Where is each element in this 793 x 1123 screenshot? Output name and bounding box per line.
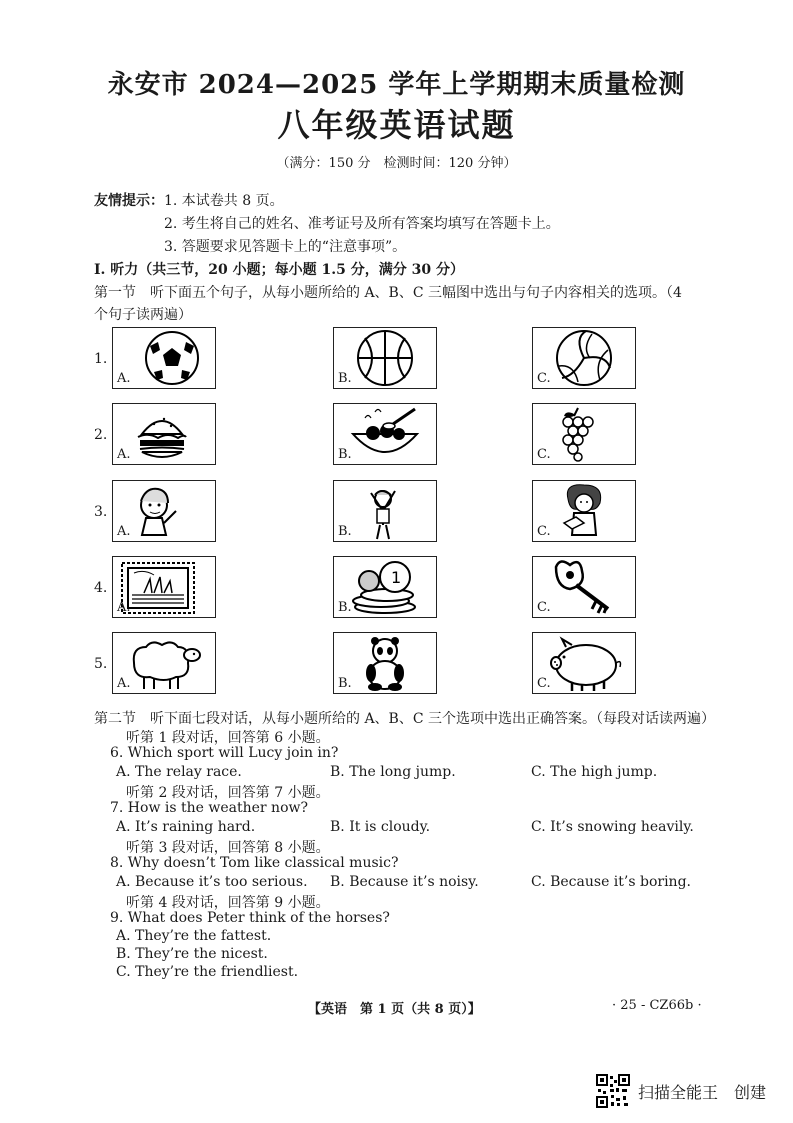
tip-item-1: 1. 本试卷共 8 页。 bbox=[164, 193, 284, 209]
option-letter: A. bbox=[117, 524, 131, 539]
option-letter: A. bbox=[117, 447, 131, 462]
option-letter: B. bbox=[338, 371, 352, 386]
listen-instruction-4: 听第 4 段对话，回答第 9 小题。 bbox=[126, 895, 330, 911]
option-letter: C. bbox=[537, 371, 551, 386]
qr-code-icon bbox=[596, 1074, 630, 1108]
picture-question-number: 2. bbox=[94, 427, 108, 443]
picture-option-girl-stretching bbox=[333, 480, 437, 542]
exam-subtitle: （满分：150 分 检测时间：120 分钟） bbox=[276, 156, 517, 171]
picture-option-girl-reading bbox=[532, 480, 636, 542]
listen-instruction-2: 听第 2 段对话，回答第 7 小题。 bbox=[126, 785, 330, 801]
option-letter: A. bbox=[117, 676, 131, 691]
picture-option-sheep bbox=[112, 632, 216, 694]
q9-option-c: C. They’re the friendliest. bbox=[116, 964, 299, 980]
picture-option-hamburger bbox=[112, 403, 216, 465]
picture-question-number: 4. bbox=[94, 580, 108, 596]
q9-option-b: B. They’re the nicest. bbox=[116, 946, 268, 962]
svg-text:1: 1 bbox=[391, 568, 402, 587]
option-letter: B. bbox=[338, 447, 352, 462]
page-indicator: 【英语 第 1 页（共 8 页）】 bbox=[308, 1002, 481, 1017]
option-letter: C. bbox=[537, 676, 551, 691]
tips-block bbox=[94, 190, 284, 210]
picture-option-stamp bbox=[112, 556, 216, 618]
option-letter: A. bbox=[117, 600, 131, 615]
option-letter: C. bbox=[537, 600, 551, 615]
exam-title-line2: 八年级英语试题 bbox=[277, 106, 516, 144]
option-letter: A. bbox=[117, 371, 131, 386]
picture-option-soccer-ball bbox=[112, 327, 216, 389]
picture-option-pig bbox=[532, 632, 636, 694]
part1-intro: 第一节 听下面五个句子，从每小题所给的 A、B、C 三幅图中选出与句子内容相关的选项。（4 bbox=[94, 285, 682, 301]
scanner-watermark: 扫描全能王 创建 bbox=[638, 1083, 767, 1102]
paper-code: · 25 - CZ66b · bbox=[612, 998, 702, 1013]
picture-question-number: 5. bbox=[94, 656, 108, 672]
picture-option-basketball bbox=[333, 327, 437, 389]
q7-option-a: A. It’s raining hard. bbox=[116, 819, 256, 835]
question-8: 8. Why doesn’t Tom like classical music? bbox=[110, 855, 399, 871]
picture-question-number: 1. bbox=[94, 351, 108, 367]
q7-option-c: C. It’s snowing heavily. bbox=[531, 819, 694, 835]
picture-option-grapes bbox=[532, 403, 636, 465]
part1-intro-cont: 个句子读两遍） bbox=[94, 307, 192, 323]
picture-option-dumpling-bowl bbox=[333, 403, 437, 465]
q6-option-b: B. The long jump. bbox=[330, 764, 456, 780]
tips-label: 友情提示： bbox=[94, 193, 164, 209]
tip-item-3: 3. 答题要求见答题卡上的“注意事项”。 bbox=[164, 239, 407, 255]
option-letter: C. bbox=[537, 524, 551, 539]
option-letter: B. bbox=[338, 676, 352, 691]
part2-intro: 第二节 听下面七段对话，从每小题所给的 A、B、C 三个选项中选出正确答案。（每段对话读两遍） bbox=[94, 711, 716, 727]
q7-option-b: B. It is cloudy. bbox=[330, 819, 431, 835]
question-6: 6. Which sport will Lucy join in? bbox=[110, 745, 339, 761]
picture-option-girl-eating bbox=[112, 480, 216, 542]
option-letter: B. bbox=[338, 524, 352, 539]
q8-option-c: C. Because it’s boring. bbox=[531, 874, 691, 890]
picture-option-key bbox=[532, 556, 636, 618]
q8-option-a: A. Because it’s too serious. bbox=[116, 874, 308, 890]
q6-option-a: A. The relay race. bbox=[116, 764, 242, 780]
listen-instruction-1: 听第 1 段对话，回答第 6 小题。 bbox=[126, 730, 330, 746]
picture-option-volleyball bbox=[532, 327, 636, 389]
question-7: 7. How is the weather now? bbox=[110, 800, 308, 816]
picture-question-number: 3. bbox=[94, 504, 108, 520]
exam-title-line1: 永安市 2024—2025 学年上学期期末质量检测 bbox=[107, 70, 686, 100]
section-heading: Ⅰ. 听力（共三节，20 小题；每小题 1.5 分，满分 30 分） bbox=[94, 262, 464, 278]
q9-option-a: A. They’re the fattest. bbox=[116, 928, 272, 944]
option-letter: B. bbox=[338, 600, 352, 615]
question-9: 9. What does Peter think of the horses? bbox=[110, 910, 390, 926]
listen-instruction-3: 听第 3 段对话，回答第 8 小题。 bbox=[126, 840, 330, 856]
q8-option-b: B. Because it’s noisy. bbox=[330, 874, 479, 890]
picture-option-panda bbox=[333, 632, 437, 694]
tip-item-2: 2. 考生将自己的姓名、准考证号及所有答案均填写在答题卡上。 bbox=[164, 216, 560, 232]
q6-option-c: C. The high jump. bbox=[531, 764, 658, 780]
picture-option-coins bbox=[333, 556, 437, 618]
option-letter: C. bbox=[537, 447, 551, 462]
